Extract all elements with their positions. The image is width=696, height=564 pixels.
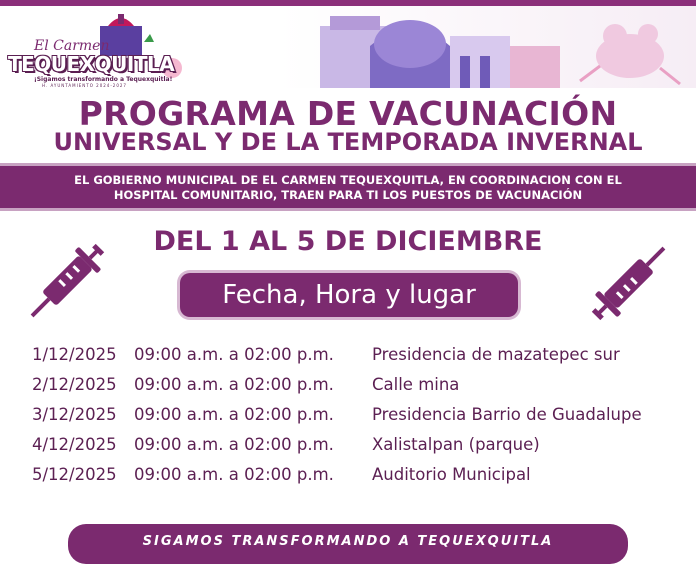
schedule-hours: 09:00 a.m. a 02:00 p.m. bbox=[134, 465, 334, 484]
logo-slogan: ¡Sigamos transformando a Tequexquitla! bbox=[34, 76, 173, 83]
schedule-place: Auditorio Municipal bbox=[372, 465, 531, 484]
schedule-date: 2/12/2025 bbox=[32, 375, 117, 394]
announcement-line-1: EL GOBIERNO MUNICIPAL DE EL CARMEN TEQUEXQUITLA, EN COORDINACION CON EL bbox=[74, 173, 622, 187]
schedule-date: 4/12/2025 bbox=[32, 435, 117, 454]
schedule-hours: 09:00 a.m. a 02:00 p.m. bbox=[134, 345, 334, 364]
header-banner bbox=[0, 6, 696, 88]
logo-name: TEQUEXQUITLA bbox=[8, 52, 175, 76]
footer-banner bbox=[68, 524, 628, 564]
footer-slogan: SIGAMOS TRANSFORMANDO A TEQUEXQUITLA bbox=[142, 534, 554, 549]
schedule-row bbox=[0, 345, 696, 375]
schedule-place: Presidencia de mazatepec sur bbox=[372, 345, 620, 364]
schedule-row bbox=[0, 465, 696, 495]
schedule-row bbox=[0, 435, 696, 465]
syringe-icon bbox=[16, 232, 116, 332]
page-subtitle: UNIVERSAL Y DE LA TEMPORADA INVERNAL bbox=[53, 128, 643, 156]
logo-ayuntamiento: H. AYUNTAMIENTO 2024-2027 bbox=[42, 83, 127, 88]
schedule-date: 1/12/2025 bbox=[32, 345, 117, 364]
announcement-line-2: HOSPITAL COMUNITARIO, TRAEN PARA TI LOS PUESTOS DE VACUNACIÓN bbox=[113, 188, 583, 202]
schedule-row bbox=[0, 405, 696, 435]
logo-script-text: El Carmen bbox=[34, 38, 110, 54]
page-title: PROGRAMA DE VACUNACIÓN bbox=[78, 94, 618, 133]
schedule-place: Xalistalpan (parque) bbox=[372, 435, 540, 454]
schedule-hours: 09:00 a.m. a 02:00 p.m. bbox=[134, 375, 334, 394]
syringe-icon bbox=[580, 232, 680, 332]
announcement-band bbox=[0, 163, 696, 211]
date-time-place-pill bbox=[180, 273, 518, 317]
schedule-date: 5/12/2025 bbox=[32, 465, 117, 484]
municipality-logo bbox=[4, 12, 188, 88]
schedule-date: 3/12/2025 bbox=[32, 405, 117, 424]
schedule-row bbox=[0, 375, 696, 405]
dates-heading: DEL 1 AL 5 DE DICIEMBRE bbox=[153, 226, 543, 257]
schedule-hours: 09:00 a.m. a 02:00 p.m. bbox=[134, 435, 334, 454]
pill-label: Fecha, Hora y lugar bbox=[222, 280, 476, 310]
church-illustration bbox=[300, 6, 696, 88]
schedule-place: Presidencia Barrio de Guadalupe bbox=[372, 405, 642, 424]
schedule-place: Calle mina bbox=[372, 375, 460, 394]
schedule-hours: 09:00 a.m. a 02:00 p.m. bbox=[134, 405, 334, 424]
